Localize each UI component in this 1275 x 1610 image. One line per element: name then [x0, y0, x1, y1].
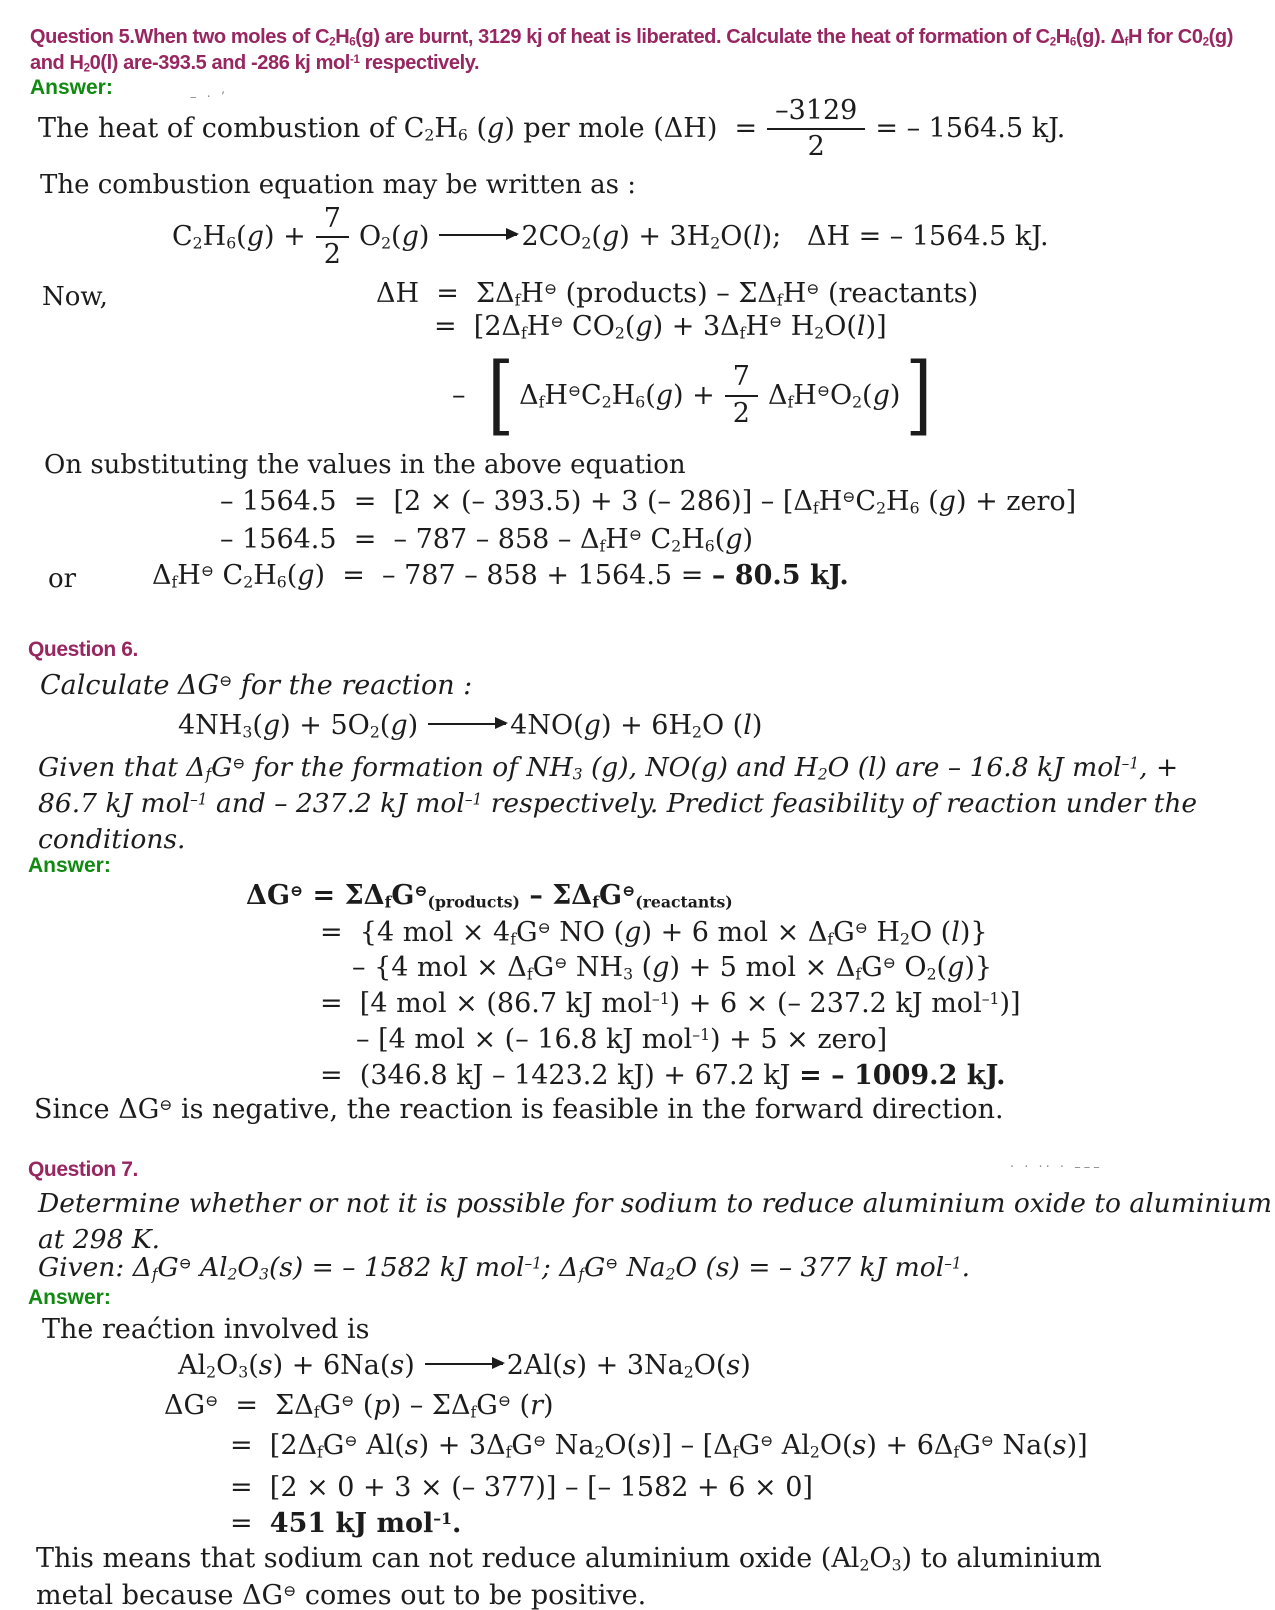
q6-gibbs-line-6: = (346.8 kJ – 1423.2 kJ) + 67.2 kJ = – 1009.2 kJ. — [320, 1060, 1006, 1091]
fraction-numerator: 7 — [316, 204, 349, 238]
q6-gibbs-line-5: – [4 mol × (– 16.8 kJ mol$^{-1}$) + 5 × zero] — [356, 1024, 888, 1055]
q6-gibbs-line-2: = {4 mol × $4_fG^⊖$ NO (g) + 6 mol × $\Delta_fG^⊖$ $H_2O$ (l)} — [320, 917, 988, 949]
q5-enthalpy-line-1: $\Delta H = \Sigma\Delta_fH^⊖$ (products) – $\Sigma\Delta_fH^⊖$ (reactants) — [376, 278, 979, 310]
q6-given-paragraph: Given that $\Delta_fG^⊖$ for the formation of $NH_3$ (g), NO(g) and $H_2O$ (l) are – 16.8 kJ mol$^{-1}$, + 86.7 kJ mol$^{-1}$ and – 237.2 kJ mol$^{-1}$ respectively. Predict feasibility of reaction under the conditions. — [38, 752, 1198, 855]
q7-reaction-equation: $Al_2O_3(s) + 6Na(s) 2Al(s) + 3Na_2O(s)$ — [178, 1350, 751, 1382]
q6-gibbs-line-4: = [4 mol × (86.7 kJ mol$^{-1}$) + 6 × (– 237.2 kJ mol$^{-1}$)] — [320, 988, 1021, 1019]
q5-enthalpy-line-2: = [$2\Delta_fH^⊖$ $CO_2(g) + 3\Delta_fH^⊖$ $H_2O(l)$] — [434, 311, 887, 343]
q5-now-label: Now, — [42, 282, 108, 312]
left-bracket: [ — [486, 345, 514, 445]
question6-header: Question 6. — [28, 638, 138, 661]
bracket-part-1: $\Delta_fH^⊖C_2H_6(g)$ + — [519, 379, 715, 411]
q5-combustion-equation — [172, 204, 1049, 269]
q5-substitution-line-2: – 1564.5 = – $787 - 858 - \Delta_fH^⊖$ $C_2H_6(g)$ — [220, 524, 754, 556]
bracket-part-2: $\Delta_fH^⊖O_2(g)$ — [767, 379, 901, 411]
scan-artifact: – · ʼ — [190, 90, 229, 105]
reaction-arrow — [439, 234, 517, 237]
q7-gibbs-final-result: = 451 kJ mol$^{-1}$. — [230, 1508, 462, 1539]
q6-gibbs-line-1: $\Delta G^⊖ = \Sigma\Delta_fG^⊖_{(products)} - \Sigma\Delta_fG^⊖_{(reactants)}$ — [246, 880, 733, 912]
reaction-arrow — [425, 1363, 503, 1366]
fraction-denominator: 2 — [807, 131, 825, 163]
heat-line-suffix: = – 1564.5 kJ. — [875, 113, 1066, 145]
q5-or-label: or — [48, 564, 77, 594]
right-bracket: ] — [905, 345, 933, 445]
q6-conclusion: Since ΔG⊖ is negative, the reaction is feasible in the forward direction. — [34, 1094, 1004, 1125]
combustion-eq-rhs: $O_2(g) 2CO_2(g) + 3H_2O(l)$; ΔH = – 1564.5 kJ. — [358, 221, 1049, 253]
fraction-denominator: 2 — [732, 397, 750, 429]
q7-gibbs-line-2: = [$2\Delta_fG^⊖$ $Al(s) + 3\Delta_fG^⊖$ $Na_2O(s)] - [\Delta_fG^⊖$ $Al_2O(s) + 6\Delta_fG^⊖$ Na(s)] — [230, 1430, 1088, 1462]
q6-calculate-line: Calculate ΔG⊖ for the reaction : — [40, 670, 473, 701]
q7-reaction-intro: The reaćtion involved is — [42, 1314, 370, 1345]
q7-gibbs-line-1: $\Delta G^⊖ = \Sigma\Delta_fG^⊖$ $(p) - \Sigma\Delta_fG^⊖$ (r) — [164, 1390, 554, 1422]
question7-header: Question 7. — [28, 1158, 138, 1181]
q6-reaction-equation: $4NH_3(g) + 5O_2(g) 4NO(g) + 6H_2O$ (l) — [178, 710, 763, 742]
q6-gibbs-line-3: – {4 mol × $\Delta_fG^⊖$ $NH_3$ (g) + 5 mol × $\Delta_fG^⊖$ $O_2(g)$} — [352, 952, 993, 984]
question6-answer-label: Answer: — [28, 854, 111, 877]
question7-answer-label: Answer: — [28, 1286, 111, 1309]
q5-substitution-intro: On substituting the values in the above equation — [44, 450, 686, 480]
question5-answer-label: Answer: — [30, 76, 113, 99]
minus-sign: – — [452, 379, 466, 411]
fraction-numerator: –3129 — [767, 96, 865, 130]
fraction-numerator: 7 — [725, 362, 758, 396]
q5-heat-of-combustion-line — [38, 96, 1065, 161]
scan-artifact: · · ·· · ––– — [1010, 1160, 1103, 1175]
q5-final-result: $\Delta_fH^⊖$ $C_2H_6(g)$ = – 787 – 858 + 1564.5 = – 80.5 kJ. — [152, 560, 849, 592]
q5-substitution-line-1: – 1564.5 = [2 × (– 393.5) + 3 (– $286)] - [\Delta_fH^⊖C_2H_6$ (g) + zero] — [220, 486, 1077, 518]
q7-gibbs-line-3: = [2 × 0 + 3 × (– 377)] – [– 1582 + 6 × 0] — [230, 1472, 813, 1503]
q7-conclusion: This means that sodium can not reduce aluminium oxide $(Al_2O_3)$ to aluminium metal because ΔG⊖ comes out to be positive. — [36, 1543, 1102, 1610]
fraction-7-over-2 — [725, 362, 758, 427]
q5-combustion-intro: The combustion equation may be written as : — [40, 170, 637, 200]
fraction-7-over-2 — [316, 204, 349, 269]
fraction-3129-over-2 — [767, 96, 865, 161]
reaction-arrow — [428, 723, 506, 726]
combustion-eq-lhs: $C_2H_6(g)$ + — [172, 221, 306, 253]
q5-bracket-equation — [452, 345, 938, 445]
fraction-denominator: 2 — [323, 239, 341, 271]
q7-determine-paragraph: Determine whether or not it is possible for sodium to reduce aluminium oxide to aluminium at 298 K. — [38, 1188, 1273, 1255]
heat-line-prefix: The heat of combustion of $C_2H_6$ (g) per mole (ΔH) = — [38, 113, 758, 145]
q7-given-line: Given: $\Delta_fG^⊖$ $Al_2O_3(s)$ = – 1582 kJ mol$^{-1}$; $\Delta_fG^⊖$ $Na_2O$ (s) = – 377 kJ mol$^{-1}$. — [38, 1252, 971, 1284]
question5-header: Question 5.When two moles of $C_2H_6(g)$ are burnt, 3129 kj of heat is liberated. Calculate the heat of formation of $C_2H_6(g)$. $\Delta_fH$ for $C0_2(g)$ and $H_20(l)$ are-393.5 and -286 kj mol$^{-1}$ respectively. — [30, 26, 1233, 75]
